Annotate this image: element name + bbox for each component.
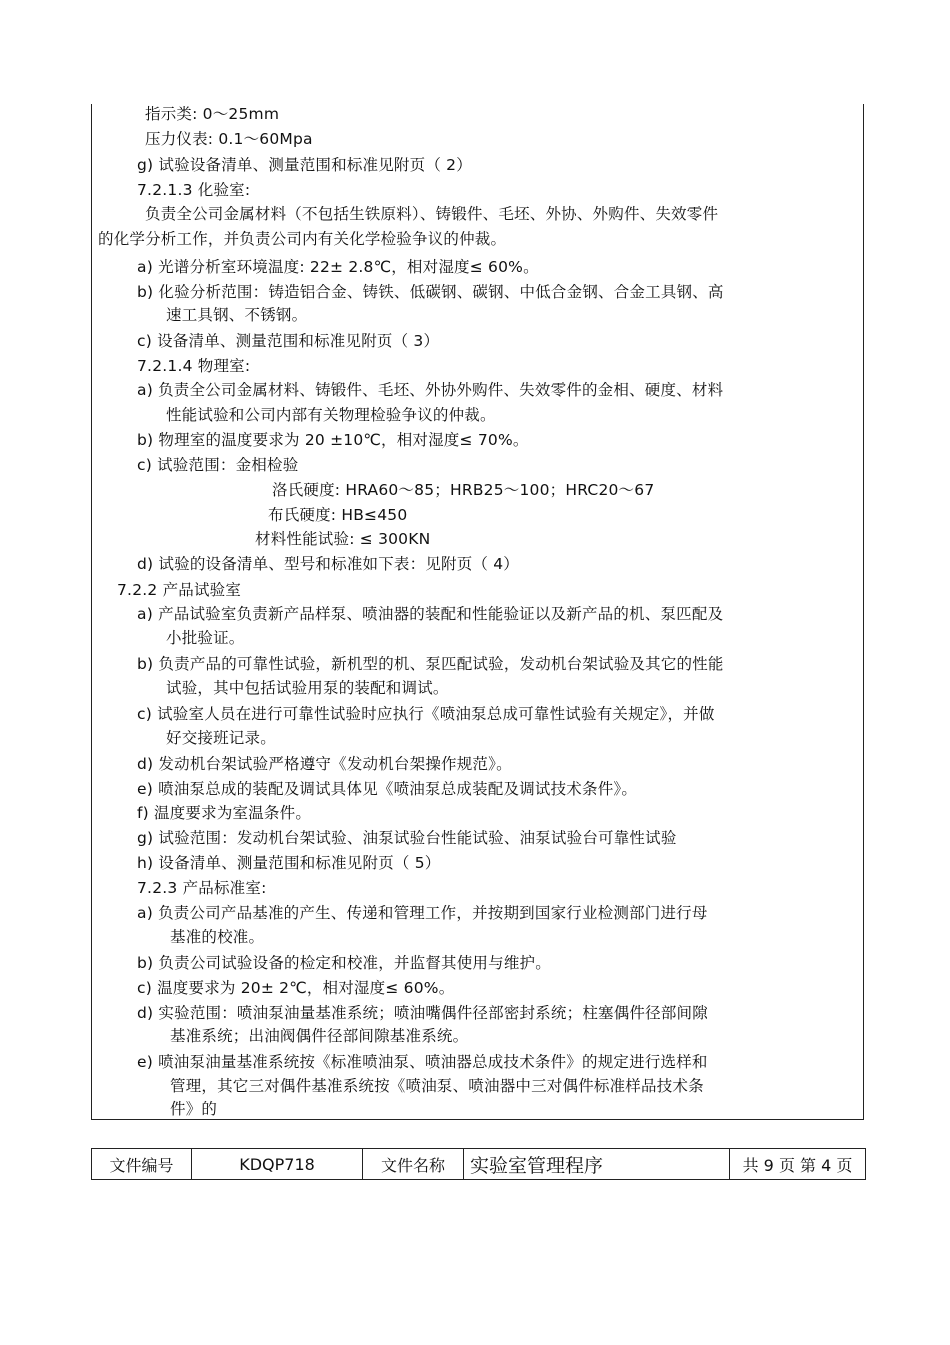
page-count: 共 9 页 第 4 页 <box>730 1149 866 1180</box>
text-line: 的化学分析工作，并负责公司内有关化学检验争议的仲裁。 <box>98 230 507 248</box>
document-footer-table <box>91 1148 866 1180</box>
text-line: 压力仪表: 0.1～60Mpa <box>145 130 313 148</box>
text-line: 小批验证。 <box>166 629 245 647</box>
text-line: a) 负责全公司金属材料、铸锻件、毛坯、外协外购件、失效零件的金相、硬度、材料 <box>137 381 724 399</box>
text-line: c) 温度要求为 20± 2℃，相对湿度≤ 60%。 <box>137 979 455 997</box>
text-line: 洛氏硬度: HRA60～85；HRB25～100；HRC20～67 <box>272 481 655 499</box>
text-line: b) 负责公司试验设备的检定和校准，并监督其使用与维护。 <box>137 954 551 972</box>
text-line: 管理，其它三对偶件基准系统按《喷油泵、喷油器中三对偶件标准样品技术条 <box>170 1077 704 1095</box>
doc-name-label: 文件名称 <box>363 1149 464 1180</box>
text-line: h) 设备清单、测量范围和标准见附页（ 5） <box>137 854 441 872</box>
section-heading: 7.2.1.3 化验室: <box>137 181 251 199</box>
text-line: f) 温度要求为室温条件。 <box>137 804 312 822</box>
doc-number: KDQP718 <box>192 1149 363 1180</box>
text-line: a) 负责公司产品基准的产生、传递和管理工作，并按期到国家行业检测部门进行母 <box>137 904 708 922</box>
text-line: 布氏硬度: HB≤450 <box>268 506 408 524</box>
text-line: c) 试验范围：金相检验 <box>137 456 299 474</box>
text-line: e) 喷油泵总成的装配及调试具体见《喷油泵总成装配及调试技术条件》。 <box>137 780 638 798</box>
text-line: c) 试验室人员在进行可靠性试验时应执行《喷油泵总成可靠性试验有关规定》，并做 <box>137 705 715 723</box>
doc-name: 实验室管理程序 <box>464 1149 730 1180</box>
text-line: 速工具钢、不锈钢。 <box>166 306 308 324</box>
text-line: 基准系统；出油阀偶件径部间隙基准系统。 <box>170 1027 469 1045</box>
text-line: 基准的校准。 <box>170 928 265 946</box>
footer-row <box>92 1149 866 1180</box>
text-line: c) 设备清单、测量范围和标准见附页（ 3） <box>137 332 440 350</box>
text-line: g) 试验范围：发动机台架试验、油泵试验台性能试验、油泵试验台可靠性试验 <box>137 829 677 847</box>
section-heading: 7.2.2 产品试验室 <box>117 581 242 599</box>
text-line: b) 负责产品的可靠性试验，新机型的机、泵匹配试验，发动机台架试验及其它的性能 <box>137 655 724 673</box>
text-line: 材料性能试验: ≤ 300KN <box>255 530 431 548</box>
text-line: 指示类: 0～25mm <box>145 105 280 123</box>
section-heading: 7.2.1.4 物理室: <box>137 357 251 375</box>
text-line: d) 发动机台架试验严格遵守《发动机台架操作规范》。 <box>137 755 512 773</box>
text-line: 负责全公司金属材料（不包括生铁原料）、铸锻件、毛坯、外协、外购件、失效零件 <box>145 205 719 223</box>
section-heading: 7.2.3 产品标准室: <box>137 879 267 897</box>
doc-number-label: 文件编号 <box>92 1149 192 1180</box>
text-line: g) 试验设备清单、测量范围和标准见附页（ 2） <box>137 156 472 174</box>
text-line: 试验，其中包括试验用泵的装配和调试。 <box>166 679 449 697</box>
text-line: a) 产品试验室负责新产品样泵、喷油器的装配和性能验证以及新产品的机、泵匹配及 <box>137 605 724 623</box>
text-line: a) 光谱分析室环境温度: 22± 2.8℃，相对湿度≤ 60%。 <box>137 258 539 276</box>
text-line: e) 喷油泵油量基准系统按《标准喷油泵、喷油器总成技术条件》的规定进行选样和 <box>137 1053 708 1071</box>
text-line: b) 物理室的温度要求为 20 ±10℃，相对湿度≤ 70%。 <box>137 431 529 449</box>
text-line: 性能试验和公司内部有关物理检验争议的仲裁。 <box>166 406 496 424</box>
text-line: d) 实验范围：喷油泵油量基准系统；喷油嘴偶件径部密封系统；柱塞偶件径部间隙 <box>137 1004 708 1022</box>
text-line: b) 化验分析范围：铸造铝合金、铸铁、低碳钢、碳钢、中低合金钢、合金工具钢、高 <box>137 283 724 301</box>
text-line: d) 试验的设备清单、型号和标准如下表：见附页（ 4） <box>137 555 520 573</box>
text-line: 件》的 <box>170 1100 218 1118</box>
text-line: 好交接班记录。 <box>166 729 276 747</box>
